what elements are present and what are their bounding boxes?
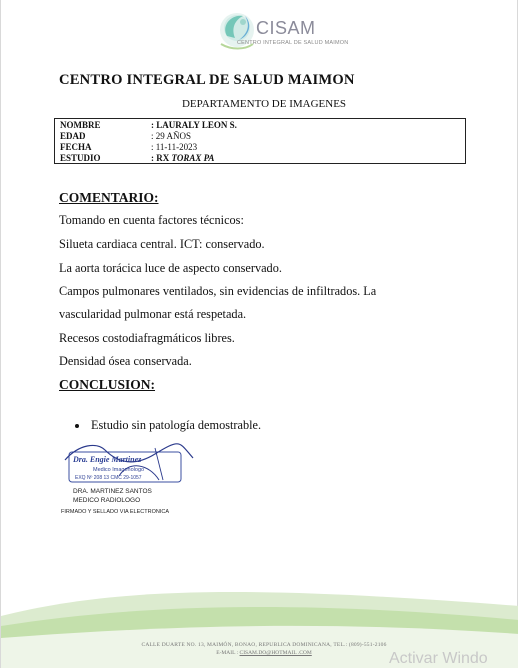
signature-stamp <box>59 440 199 490</box>
footer-address: CALLE DUARTE NO. 13, MAIMÓN, BONAO, REPUBLICA DOMINICANA, TEL.: (809)-551-2106 <box>141 642 387 648</box>
stamp-line-3: EXQ Nº 208 13 CMC 29-1057 <box>75 475 142 481</box>
activation-watermark: Activar Windo <box>389 650 488 667</box>
logo-name: CISAM <box>256 18 316 38</box>
footer-email-label: E-MAIL : <box>216 650 240 656</box>
comment-line: La aorta torácica luce de aspecto conservado. <box>59 261 282 275</box>
value-estudio-italic: TORAX PA <box>171 153 215 163</box>
patient-info-box <box>54 118 466 164</box>
value-nombre: : LAURALY LEON S. <box>151 120 237 130</box>
label-nombre: NOMBRE <box>60 120 101 130</box>
label-fecha: FECHA <box>60 142 92 152</box>
stamp-line-1: Dra. Engie Martinez <box>73 455 142 464</box>
stamp-line-2: Medico Imagenologo <box>93 467 145 473</box>
label-edad: EDAD <box>60 131 86 141</box>
comment-line: Recesos costodiafragmáticos libres. <box>59 331 235 345</box>
value-estudio-prefix: : RX <box>151 153 172 163</box>
comment-line: Campos pulmonares ventilados, sin evidencias de infiltrados. La <box>59 284 377 298</box>
label-estudio: ESTUDIO <box>60 153 101 163</box>
comment-line: vascularidad pulmonar está respetada. <box>59 307 247 321</box>
comment-line: Tomando en cuenta factores técnicos: <box>59 213 244 227</box>
center-title: CENTRO INTEGRAL DE SALUD MAIMON <box>59 72 355 88</box>
footer-email[interactable]: CISAM.DO@HOTMAIL .COM <box>239 650 312 656</box>
value-edad: : 29 AÑOS <box>151 131 192 141</box>
comment-heading: COMENTARIO: <box>59 190 159 205</box>
value-estudio <box>151 153 214 163</box>
department-title: DEPARTAMENTO DE IMAGENES <box>181 98 347 110</box>
comment-line: Densidad ósea conservada. <box>59 354 192 368</box>
signer-title: MEDICO RADIOLOGO <box>73 497 141 504</box>
conclusion-item: Estudio sin patología demostrable. <box>91 418 262 432</box>
logo-subtitle: CENTRO INTEGRAL DE SALUD MAIMON <box>237 40 349 46</box>
comment-line: Silueta cardiaca central. ICT: conservado. <box>59 237 265 251</box>
signature-note: FIRMADO Y SELLADO VIA ELECTRONICA <box>61 509 169 515</box>
value-fecha: : 11-11-2023 <box>151 142 198 152</box>
conclusion-heading: CONCLUSION: <box>59 377 156 392</box>
bullet-icon <box>75 424 79 428</box>
signer-name: DRA. MARTINEZ SANTOS <box>73 488 152 495</box>
